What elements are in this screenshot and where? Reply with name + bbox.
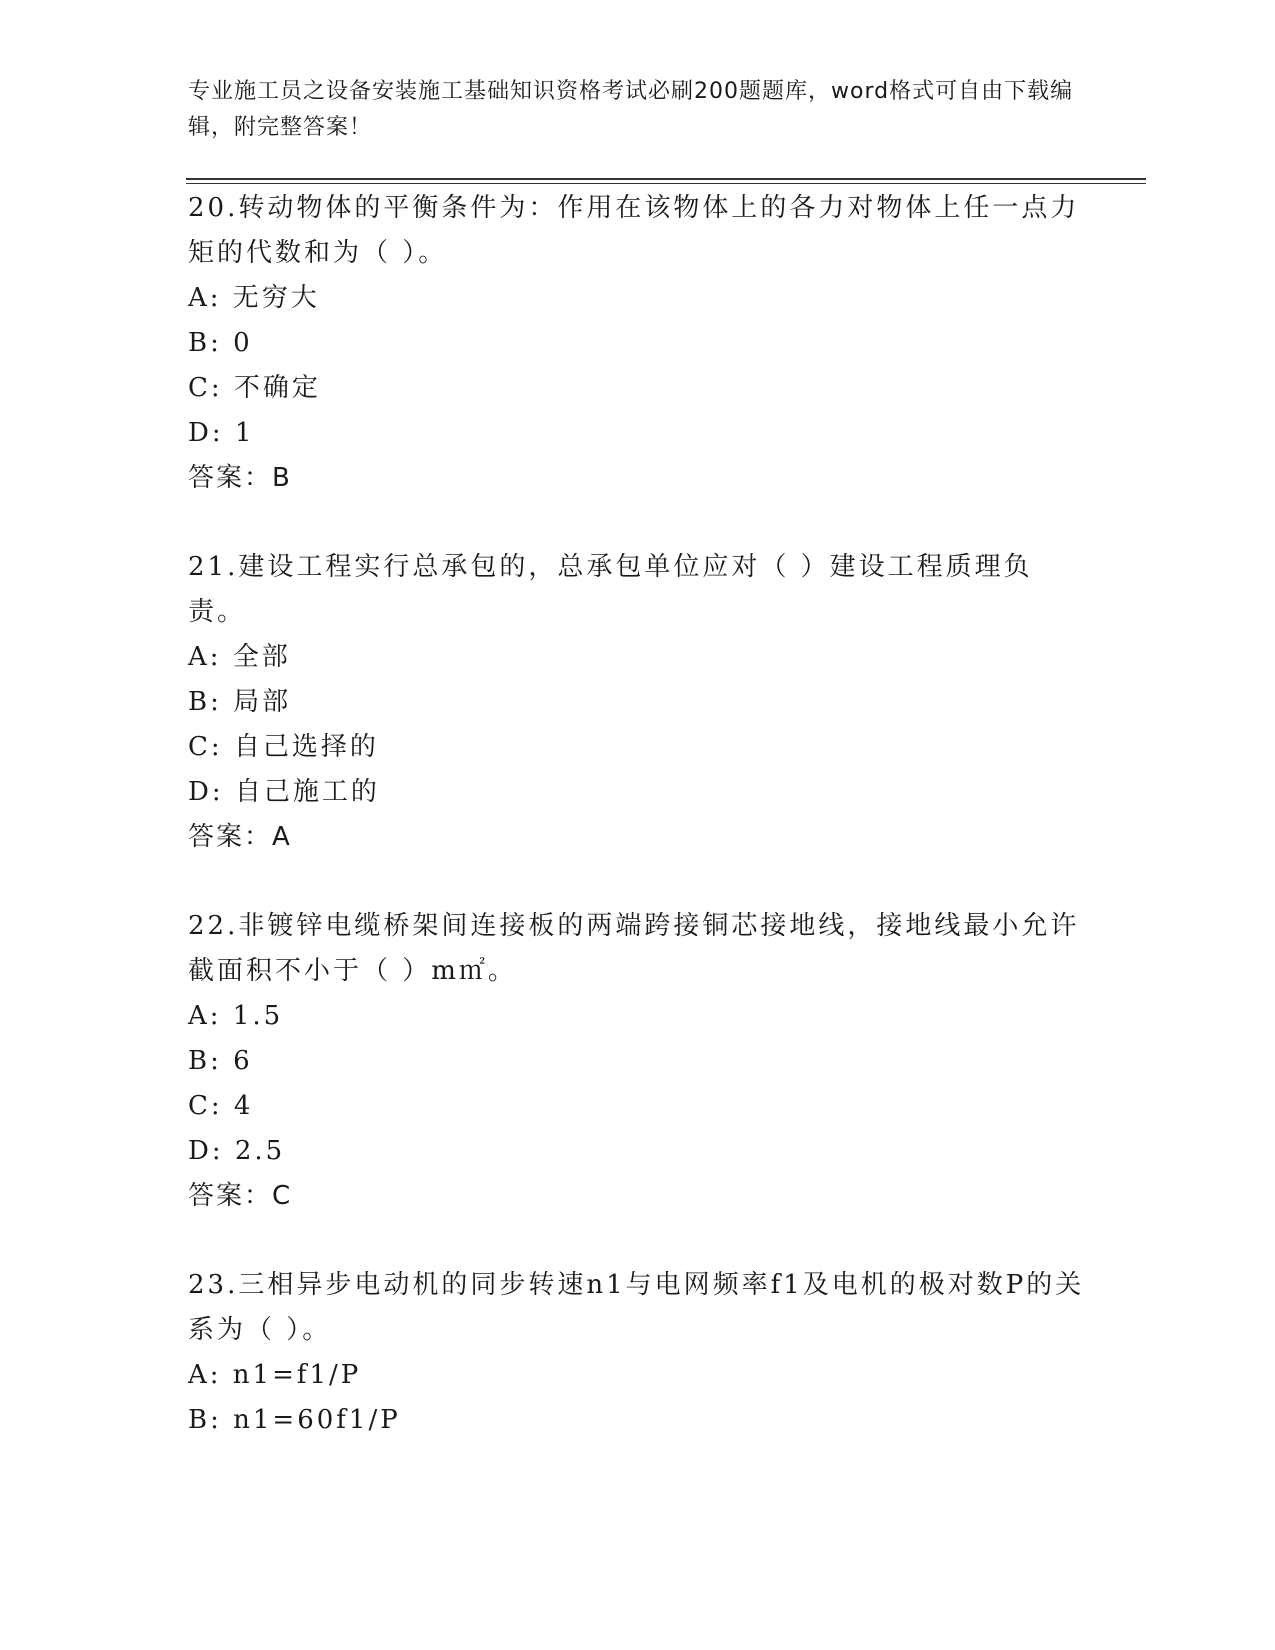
- option-b: B: n1=60f1/P: [188, 1405, 401, 1435]
- option-b: B: 局部: [188, 687, 292, 717]
- option-a: A: 全部: [188, 642, 291, 672]
- option-d: D: 1: [188, 418, 255, 448]
- document-header: 专业施工员之设备安装施工基础知识资格考试必刷200题题库，word格式可自由下载编辑，附完整答案！: [188, 79, 1074, 140]
- header-divider-thin: [186, 183, 1146, 184]
- option-c: C: 不确定: [188, 373, 321, 403]
- option-b: B: 0: [188, 328, 253, 358]
- question-stem: 21.建设工程实行总承包的，总承包单位应对（ ）建设工程质理负责。: [188, 552, 1033, 627]
- option-d: D: 自己施工的: [188, 777, 380, 807]
- answer-line: 答案：B: [188, 463, 292, 493]
- question-list: [188, 186, 1088, 1487]
- option-b: B: 6: [188, 1046, 253, 1076]
- question-20: [188, 186, 1088, 501]
- question-21: [188, 545, 1088, 860]
- question-stem: 22.非镀锌电缆桥架间连接板的两端跨接铜芯接地线，接地线最小允许截面积不小于（ ）m㎡。: [188, 911, 1080, 986]
- header-divider-thick: [186, 178, 1146, 180]
- question-23: [188, 1263, 1088, 1443]
- question-stem: 23.三相异步电动机的同步转速n1与电网频率f1及电机的极对数P的关系为（ ）。: [188, 1270, 1085, 1345]
- option-a: A: 1.5: [188, 1001, 284, 1031]
- option-d: D: 2.5: [188, 1136, 286, 1166]
- answer-line: 答案：C: [188, 1181, 293, 1211]
- option-c: C: 4: [188, 1091, 254, 1121]
- option-c: C: 自己选择的: [188, 732, 379, 762]
- option-a: A: n1=f1/P: [188, 1360, 362, 1390]
- option-a: A: 无穷大: [188, 283, 320, 313]
- question-stem: 20.转动物体的平衡条件为：作用在该物体上的各力对物体上任一点力矩的代数和为（ ）。: [188, 193, 1080, 268]
- question-22: [188, 904, 1088, 1219]
- answer-line: 答案：A: [188, 822, 292, 852]
